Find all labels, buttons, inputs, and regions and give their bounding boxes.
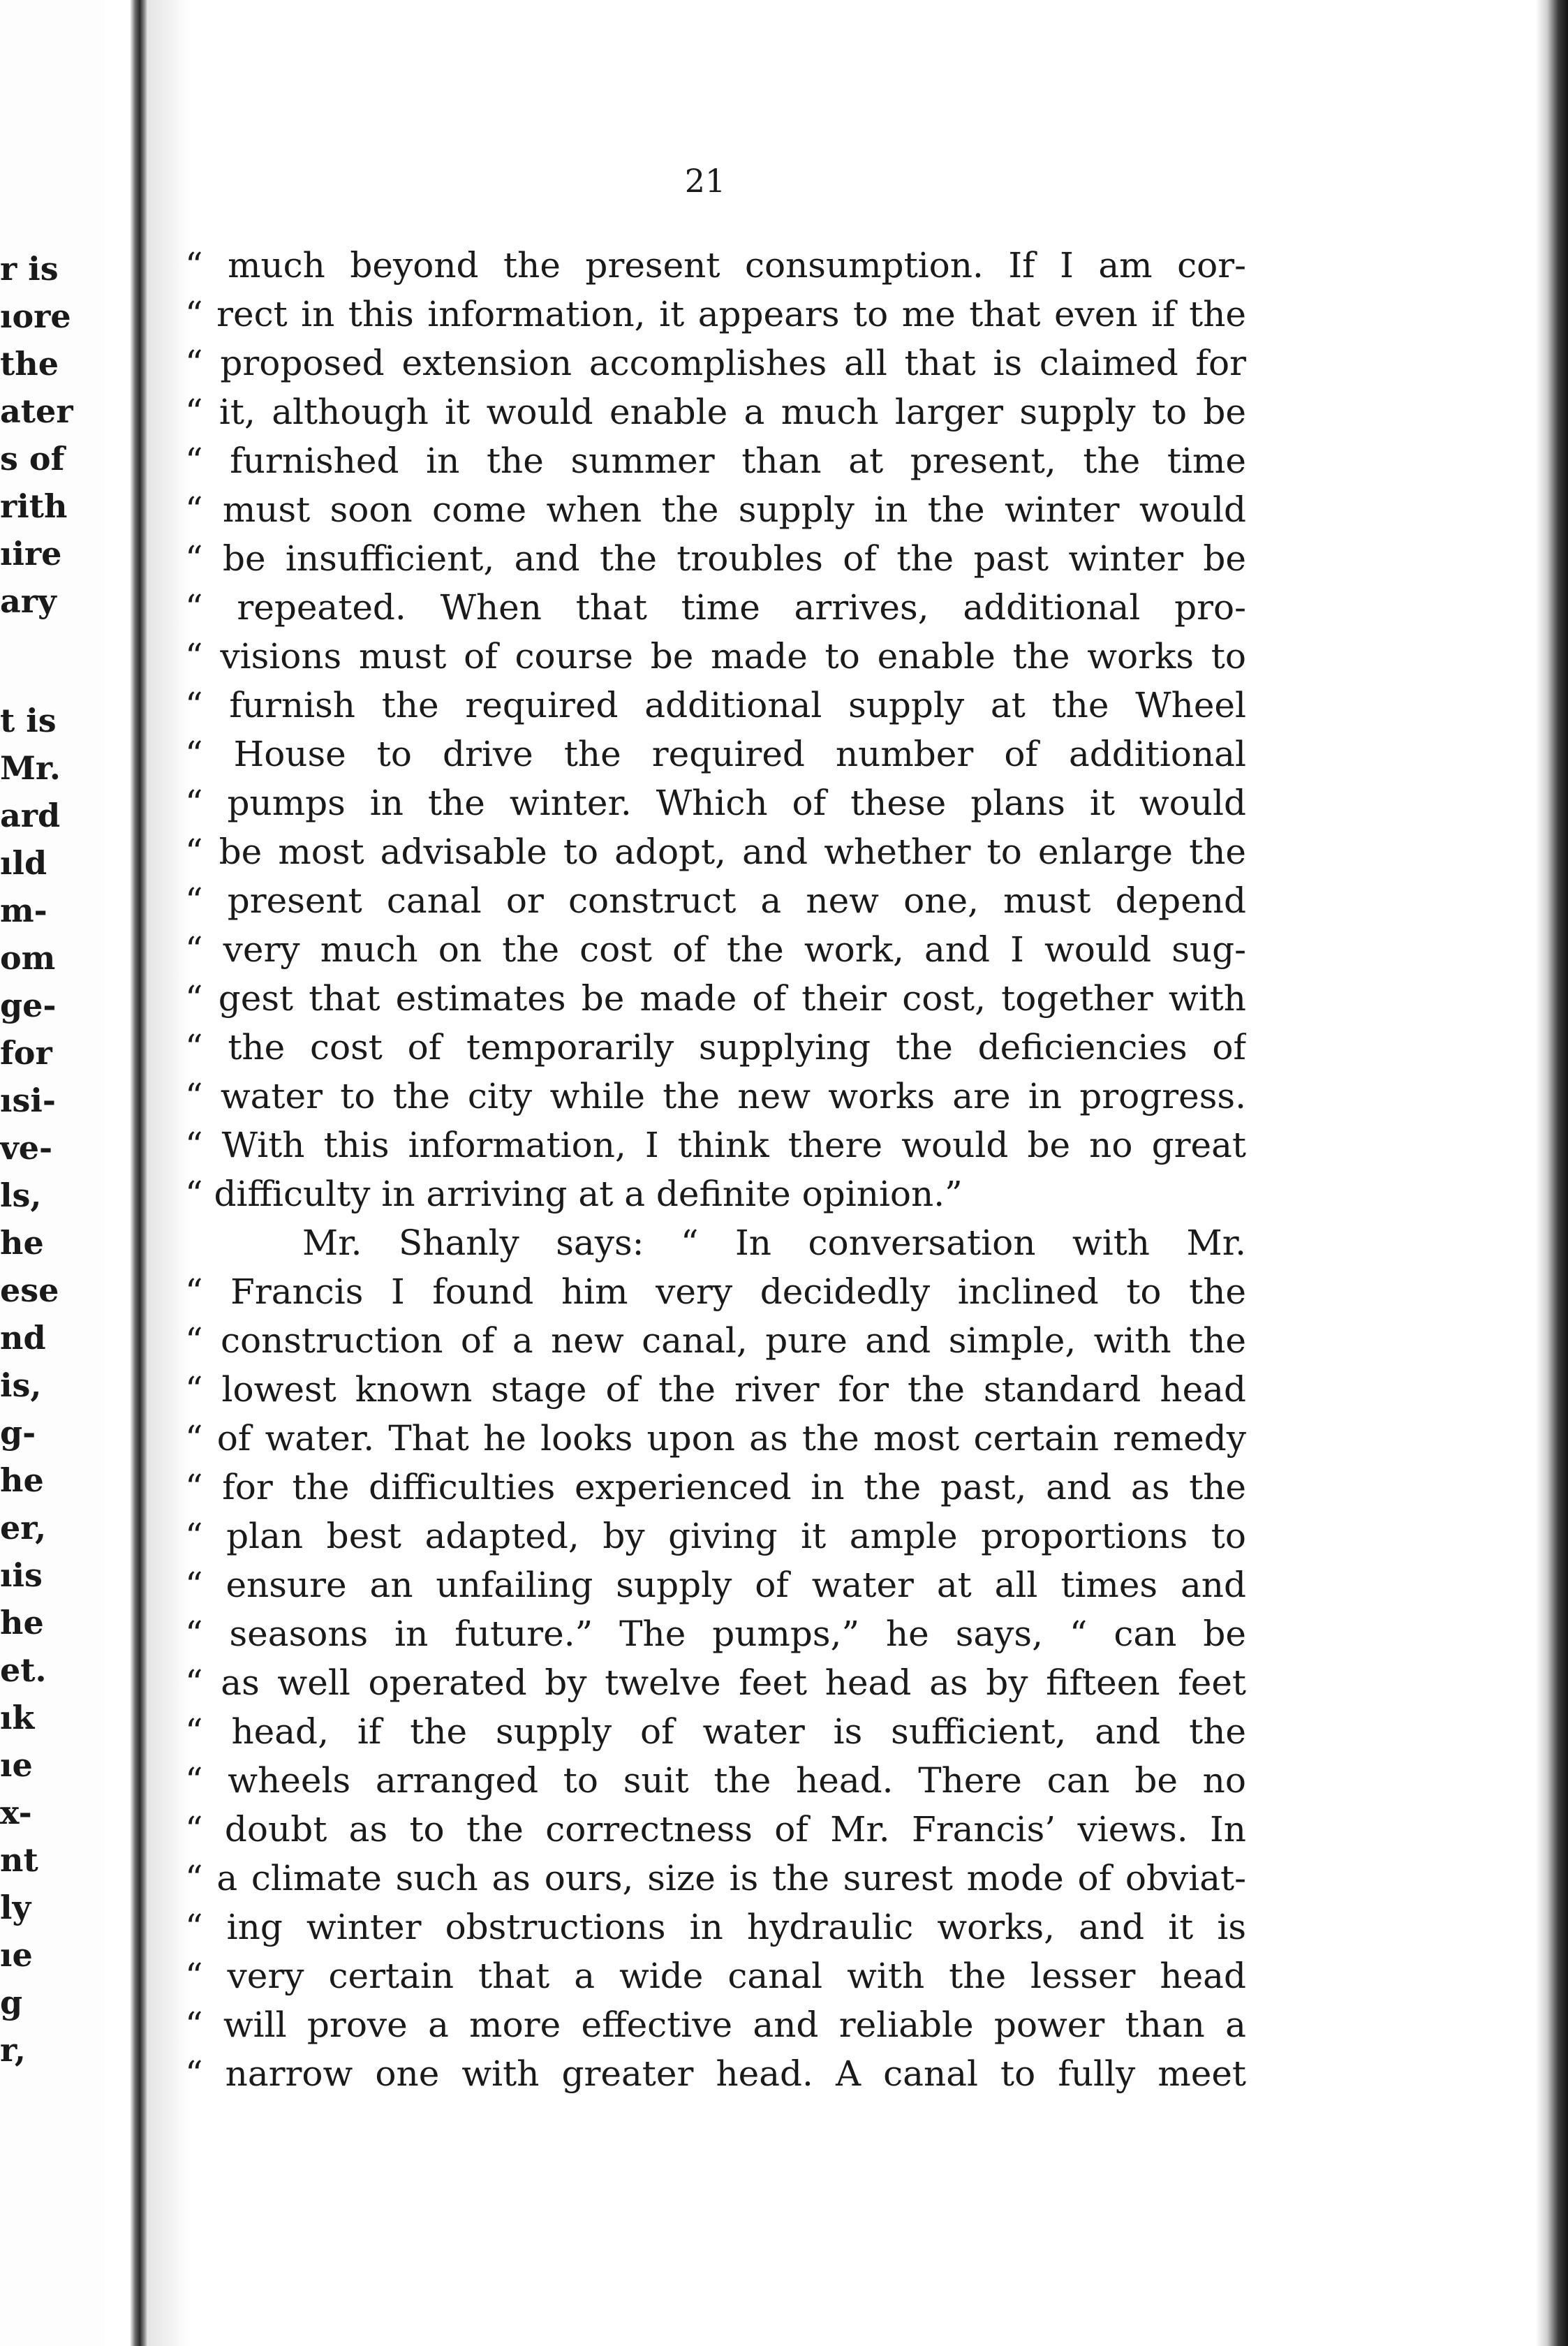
previous-page-line: ıe: [0, 1936, 33, 1974]
previous-page-line: nt: [0, 1841, 38, 1879]
text-line: “ head, if the supply of water is sufficient, and the: [185, 1711, 1246, 1752]
text-line: “ repeated. When that time arrives, additional pro-: [185, 587, 1246, 628]
previous-page-line: et.: [0, 1651, 47, 1689]
previous-page-line: ls,: [0, 1176, 42, 1214]
previous-page-line: rith: [0, 487, 68, 525]
previous-page-line: g-: [0, 1414, 36, 1452]
previous-page-margin: [0, 0, 105, 2346]
previous-page-line: Mr.: [0, 749, 61, 787]
text-line: “ present canal or construct a new one, must depend: [185, 880, 1246, 921]
text-line: “ Francis I found him very decidedly inclined to the: [185, 1271, 1246, 1312]
paragraph-end-line: “ difficulty in arriving at a definite opinion.”: [185, 1174, 963, 1214]
text-line: “ it, although it would enable a much larger supply to be: [185, 392, 1246, 432]
previous-page-line: ısi-: [0, 1082, 56, 1119]
previous-page-line: m-: [0, 892, 47, 929]
text-line: “ the cost of temporarily supplying the deficiencies of: [185, 1027, 1246, 1068]
previous-page-line: ıore: [0, 297, 71, 335]
text-line: “ gest that estimates be made of their cost, together with: [185, 978, 1246, 1019]
previous-page-line: x-: [0, 1794, 32, 1831]
text-line: “ House to drive the required number of additional: [185, 734, 1246, 774]
page-number: 21: [684, 162, 726, 200]
previous-page-line: for: [0, 1034, 52, 1072]
text-line: “ very certain that a wide canal with the lesser head: [185, 1956, 1246, 1996]
previous-page-line: ard: [0, 797, 61, 834]
text-line: “ narrow one with greater head. A canal to fully meet: [185, 2053, 1246, 2094]
previous-page-line: ık: [0, 1699, 35, 1736]
text-line: “ wheels arranged to suit the head. There can be no: [185, 1760, 1246, 1801]
page-edge: [1536, 0, 1568, 2346]
text-line: “ With this information, I think there would be no great: [185, 1125, 1246, 1165]
book-gutter: [130, 0, 148, 2346]
paragraph-start-line: Mr. Shanly says: “ In conversation with Mr.: [302, 1223, 1246, 1263]
previous-page-line: s of: [0, 440, 65, 478]
text-line: “ rect in this information, it appears to me that even if the: [185, 294, 1246, 334]
text-line: “ doubt as to the correctness of Mr. Francis’ views. In: [185, 1809, 1246, 1850]
text-line: “ as well operated by twelve feet head as by fifteen feet: [185, 1662, 1246, 1703]
body-text: [185, 241, 1246, 2098]
text-line: “ of water. That he looks upon as the most certain remedy: [185, 1418, 1246, 1459]
text-line: “ pumps in the winter. Which of these plans it would: [185, 783, 1246, 823]
text-line: “ for the difficulties experienced in the past, and as the: [185, 1467, 1246, 1507]
previous-page-line: ly: [0, 1889, 31, 1926]
previous-page-line: r,: [0, 2031, 26, 2069]
text-line: “ very much on the cost of the work, and I would sug-: [185, 929, 1246, 970]
text-line: “ lowest known stage of the river for the standard head: [185, 1369, 1246, 1410]
text-line: “ will prove a more effective and reliable power than a: [185, 2005, 1246, 2045]
previous-page-line: t is: [0, 702, 57, 739]
text-line: “ be most advisable to adopt, and whether to enlarge the: [185, 832, 1246, 872]
text-line: “ a climate such as ours, size is the surest mode of obviat-: [185, 1858, 1246, 1898]
previous-page-line: ese: [0, 1271, 59, 1309]
text-line: “ proposed extension accomplishes all that is claimed for: [185, 343, 1246, 383]
previous-page-line: is,: [0, 1366, 42, 1404]
text-line: “ plan best adapted, by giving it ample proportions to: [185, 1516, 1246, 1556]
previous-page-line: ıire: [0, 535, 62, 573]
text-line: “ much beyond the present consumption. If I am cor-: [185, 245, 1246, 286]
previous-page-line: r is: [0, 250, 59, 288]
gutter-shadow: [148, 0, 190, 2346]
text-line: “ furnish the required additional supply at the Wheel: [185, 685, 1246, 725]
previous-page-line: om: [0, 939, 56, 977]
previous-page-line: ge-: [0, 987, 57, 1024]
text-line: “ ing winter obstructions in hydraulic works, and it is: [185, 1907, 1246, 1947]
previous-page-line: ıld: [0, 844, 47, 882]
text-line: “ ensure an unfailing supply of water at all times and: [185, 1565, 1246, 1605]
previous-page-line: er,: [0, 1509, 47, 1547]
previous-page-line: the: [0, 345, 59, 383]
previous-page-line: ıis: [0, 1556, 43, 1594]
text-line: “ furnished in the summer than at present, the time: [185, 441, 1246, 481]
previous-page-line: he: [0, 1224, 44, 1262]
text-line: “ visions must of course be made to enable the works to: [185, 636, 1246, 677]
text-line: “ be insufficient, and the troubles of the past winter be: [185, 538, 1246, 579]
previous-page-line: he: [0, 1461, 44, 1499]
previous-page-line: ary: [0, 582, 57, 620]
text-line: “ water to the city while the new works are in progress.: [185, 1076, 1246, 1116]
previous-page-line: nd: [0, 1319, 46, 1357]
previous-page-line: ater: [0, 392, 73, 430]
previous-page-line: he: [0, 1604, 44, 1642]
previous-page-line: ıe: [0, 1746, 33, 1784]
text-line: “ construction of a new canal, pure and simple, with the: [185, 1320, 1246, 1361]
previous-page-line: ve-: [0, 1129, 53, 1167]
text-line: “ seasons in future.” The pumps,” he says, “ can be: [185, 1614, 1246, 1654]
previous-page-line: g: [0, 1984, 23, 2021]
text-line: “ must soon come when the supply in the winter would: [185, 489, 1246, 530]
